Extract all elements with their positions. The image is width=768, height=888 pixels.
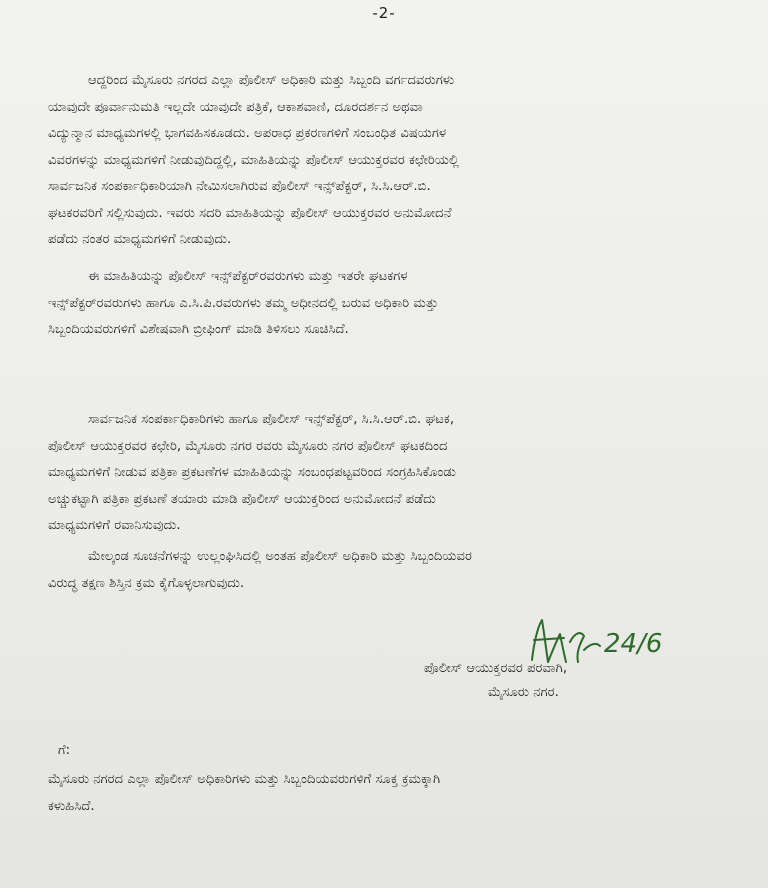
paragraph-line: ಪಡೆದು ನಂತರ ಮಾಧ್ಯಮಗಳಿಗೆ ನೀಡುವುದು. [48,232,232,247]
paragraph-line: ಮಾಧ್ಯಮಗಳಿಗೆ ನೀಡುವ ಪತ್ರಿಕಾ ಪ್ರಕಟಣೆಗಳ ಮಾಹಿತಿಯನ್ನು ಸಂಬಂಧಪಟ್ಟವರಿಂದ ಸಂಗ್ರಹಿಸಿಕೊಂಡು [48,465,456,480]
paragraph-line: ಸಿಬ್ಬಂದಿಯವರುಗಳಿಗೆ ವಿಶೇಷವಾಗಿ ಬ್ರೀಫಿಂಗ್ ಮಾಡಿ ತಿಳಿಸಲು ಸೂಚಿಸಿದೆ. [48,322,349,337]
paragraph-line: ಘಟಕರವರಿಗೆ ಸಲ್ಲಿಸುವುದು. ಇವರು ಸದರಿ ಮಾಹಿತಿಯನ್ನು ಪೊಲೀಸ್ ಆಯುಕ್ತರವರ ಅನುಮೋದನೆ [48,205,452,221]
paragraph-line: ಮೈಸೂರು ನಗರದ ಎಲ್ಲಾ ಪೊಲೀಸ್ ಅಧಿಕಾರಿಗಳು ಮತ್ತು ಸಿಬ್ಬಂದಿಯವರುಗಳಿಗೆ ಸೂಕ್ತ ಕ್ರಮಕ್ಕಾಗಿ [48,772,441,787]
paragraph-line: ಮಾಧ್ಯಮಗಳಿಗೆ ರವಾನಿಸುವುದು. [48,518,181,533]
to-label: ಗೆ: [58,743,71,758]
paragraph-line: ಪೊಲೀಸ್ ಆಯುಕ್ತರವರ ಕಛೇರಿ, ಮೈಸೂರು ನಗರ ರವರು ಮೈಸೂರು ನಗರ ಪೊಲೀಸ್ ಘಟಕದಿಂದ [48,438,448,454]
paragraph-1 [48,68,724,254]
paragraph-4 [48,544,724,597]
paragraph-line: ಸಾರ್ವಜನಿಕ ಸಂಪರ್ಕಾಧಿಕಾರಿಯಾಗಿ ನೇಮಿಸಲಾಗಿರುವ ಪೊಲೀಸ್ ಇನ್ಸ್‌ಪೆಕ್ಟರ್, ಸಿ.ಸಿ.ಆರ್.ಬಿ. [48,179,431,194]
paragraph-line: ವಿರುದ್ಧ ತಕ್ಷಣ ಶಿಸ್ತಿನ ಕ್ರಮ ಕೈಗೊಳ್ಳಲಾಗುವುದು. [48,575,245,591]
signatory-title: ಪೊಲೀಸ್ ಆಯುಕ್ತರವರ ಪರವಾಗಿ, [424,661,568,676]
paragraph-line: ವಿವರಗಳನ್ನು ಮಾಧ್ಯಮಗಳಿಗೆ ನೀಡುವುದಿದ್ದಲ್ಲಿ, ಮಾಹಿತಿಯನ್ನು ಪೊಲೀಸ್ ಆಯುಕ್ತರವರ ಕಛೇರಿಯಲ್ಲಿ [48,152,459,168]
paragraph-line: ಸಾರ್ವಜನಿಕ ಸಂಪರ್ಕಾಧಿಕಾರಿಗಳು ಹಾಗೂ ಪೊಲೀಸ್ ಇನ್ಸ್‌ಪೆಕ್ಟರ್, ಸಿ.ಸಿ.ಆರ್.ಬಿ. ಘಟಕ, [88,412,455,427]
paragraph-2 [48,264,724,344]
page-number: -2- [372,4,396,22]
paragraph-3 [48,407,724,540]
paragraph-line: ಮೇಲ್ಕಂಡ ಸೂಚನೆಗಳನ್ನು ಉಲ್ಲಂಘಿಸಿದಲ್ಲಿ ಅಂತಹ ಪೊಲೀಸ್ ಅಧಿಕಾರಿ ಮತ್ತು ಸಿಬ್ಬಂದಿಯವರ [88,549,472,564]
paragraph-line: ಅಚ್ಚುಕಟ್ಟಾಗಿ ಪತ್ರಿಕಾ ಪ್ರಕಟಣೆ ತಯಾರು ಮಾಡಿ ಪೊಲೀಸ್ ಆಯುಕ್ತರಿಂದ ಅನುಮೋದನೆ ಪಡೆದು [48,491,436,507]
paragraph-line: ಇನ್ಸ್‌ಪೆಕ್ಟರ್‌ರವರುಗಳು ಹಾಗೂ ಎ.ಸಿ.ಪಿ.ರವರುಗಳು ತಮ್ಮ ಅಧೀನದಲ್ಲಿ ಬರುವ ಅಧಿಕಾರಿ ಮತ್ತು [48,295,439,311]
paragraph-line: ಯಾವುದೇ ಪೂರ್ವಾನುಮತಿ ಇಲ್ಲದೇ ಯಾವುದೇ ಪತ್ರಿಕೆ, ಆಕಾಶವಾಣಿ, ದೂರದರ್ಶನ ಅಥವಾ [48,99,423,115]
paragraph-line: ಕಳುಹಿಸಿದೆ. [48,798,95,814]
paragraph-line: ಆದ್ದರಿಂದ ಮೈಸೂರು ನಗರದ ಎಲ್ಲಾ ಪೊಲೀಸ್ ಅಧಿಕಾರಿ ಮತ್ತು ಸಿಬ್ಬಂದಿ ವರ್ಗದವರುಗಳು [88,73,455,88]
paragraph-line: ವಿದ್ಯುನ್ಮಾನ ಮಾಧ್ಯಮಗಳಲ್ಲಿ ಭಾಗವಹಿಸಕೂಡದು. ಅಪರಾಧ ಪ್ರಕರಣಗಳಿಗೆ ಸಂಬಂಧಿತ ವಿಷಯಗಳ [48,126,447,141]
recipient-paragraph [48,767,724,820]
paragraph-line: ಈ ಮಾಹಿತಿಯನ್ನು ಪೊಲೀಸ್ ಇನ್ಸ್‌ಪೆಕ್ಟರ್‌ರವರುಗಳು ಮತ್ತು ಇತರೇ ಘಟಕಗಳ [88,269,408,284]
signature-date: 24/6 [604,629,663,659]
signatory-place: ಮೈಸೂರು ನಗರ. [488,685,559,700]
